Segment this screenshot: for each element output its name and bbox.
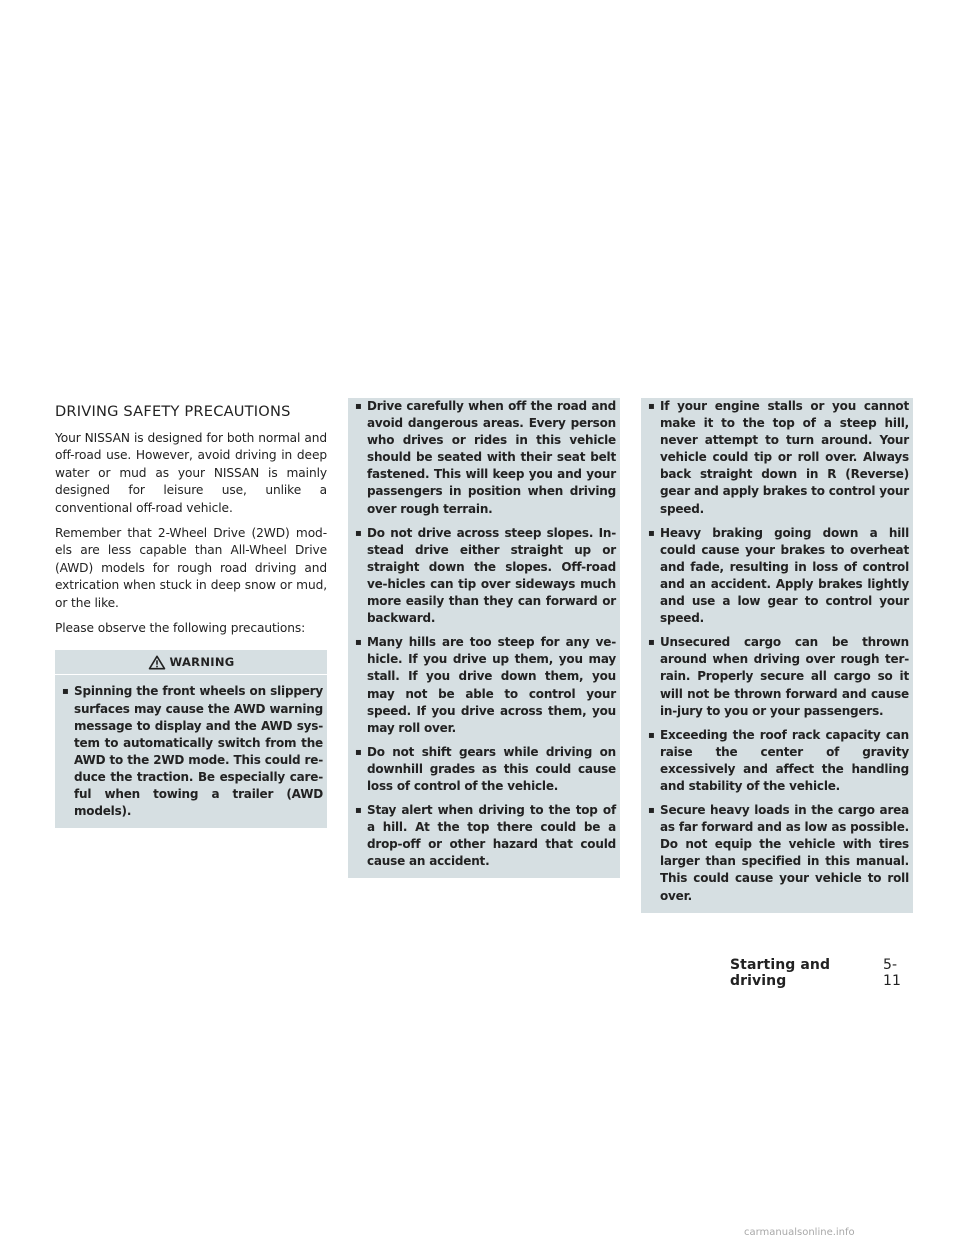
warning-header (55, 650, 327, 675)
warning-item: ▪ Heavy braking going down a hill could cause your brakes to overheat and fade, resulting in loss of control and an accident. Apply brakes lightly and use a low gear to control your speed. (647, 525, 909, 628)
warning-triangle-icon (148, 655, 166, 670)
warning-body (55, 675, 327, 820)
page-footer (730, 957, 912, 989)
intro-paragraph: Your NISSAN is designed for both normal and off-road use. However, avoid driving in deep water or mud as your NISSAN is mainly designed for leisure use, unlike a conventional off-road vehicle. (55, 431, 327, 515)
footer-section-title: Starting and driving (730, 957, 831, 989)
warning-item: ▪ Drive carefully when off the road and avoid dangerous areas. Every person who drives or rides in this vehicle should be seated with their seat belt fastened. This will keep you and your passengers in position when driving over rough terrain. (354, 398, 616, 518)
page-number: 5-11 (883, 957, 901, 989)
warning-item: ▪ Secure heavy loads in the cargo area as far forward and as low as possible. Do not equip the vehicle with tires larger than specified in this manual. This could cause your vehicle to roll over. (647, 802, 909, 905)
warning-item: ▪ Spinning the front wheels on slippery surfaces may cause the AWD warning message to display and the AWD sys-tem to automatically switch from the AWD to the 2WD mode. This could re-duce the traction. Be especially care-ful when towing a trailer (AWD models). (61, 683, 323, 820)
awd-paragraph: Remember that 2-Wheel Drive (2WD) mod-els are less capable than All-Wheel Drive (AWD) models for rough road driving and extrication when stuck in deep snow or mud, or the like. (55, 526, 327, 610)
warning-label: WARNING (169, 655, 235, 670)
column-middle (348, 399, 620, 878)
watermark: carmanualsonline.info (744, 1227, 855, 1238)
column-right (641, 399, 913, 913)
column-left (55, 402, 327, 828)
warning-item: ▪ Many hills are too steep for any ve-hicle. If you drive up them, you may stall. If you drive down them, you may not be able to control your speed. If you drive across them, you may roll over. (354, 634, 616, 737)
warning-item: ▪ Unsecured cargo can be thrown around when driving over rough ter-rain. Properly secure all cargo so it will not be thrown forward and cause in-jury to you or your passengers. (647, 634, 909, 719)
warning-item: ▪ Do not drive across steep slopes. In-stead drive either straight up or straight down the slopes. Off-road ve-hicles can tip over sideways much more easily than they can forward or backward. (354, 525, 616, 628)
warning-continued-box (348, 398, 620, 878)
warning-continued-box (641, 398, 913, 913)
warning-item: ▪ Exceeding the roof rack capacity can raise the center of gravity excessively and affect the handling and stability of the vehicle. (647, 727, 909, 795)
warning-box (55, 650, 327, 828)
precautions-paragraph: Please observe the following precautions: (55, 621, 306, 636)
warning-item: ▪ Do not shift gears while driving on downhill grades as this could cause loss of control of the vehicle. (354, 744, 616, 795)
warning-item: ▪ Stay alert when driving to the top of a hill. At the top there could be a drop-off or other hazard that could cause an accident. (354, 802, 616, 870)
section-title: DRIVING SAFETY PRECAUTIONS (55, 403, 291, 420)
warning-item: ▪ If your engine stalls or you cannot make it to the top of a steep hill, never attempt to turn around. Your vehicle could tip or roll over. Always back straight down in R (Reverse) gear and apply brakes to control your speed. (647, 398, 909, 518)
